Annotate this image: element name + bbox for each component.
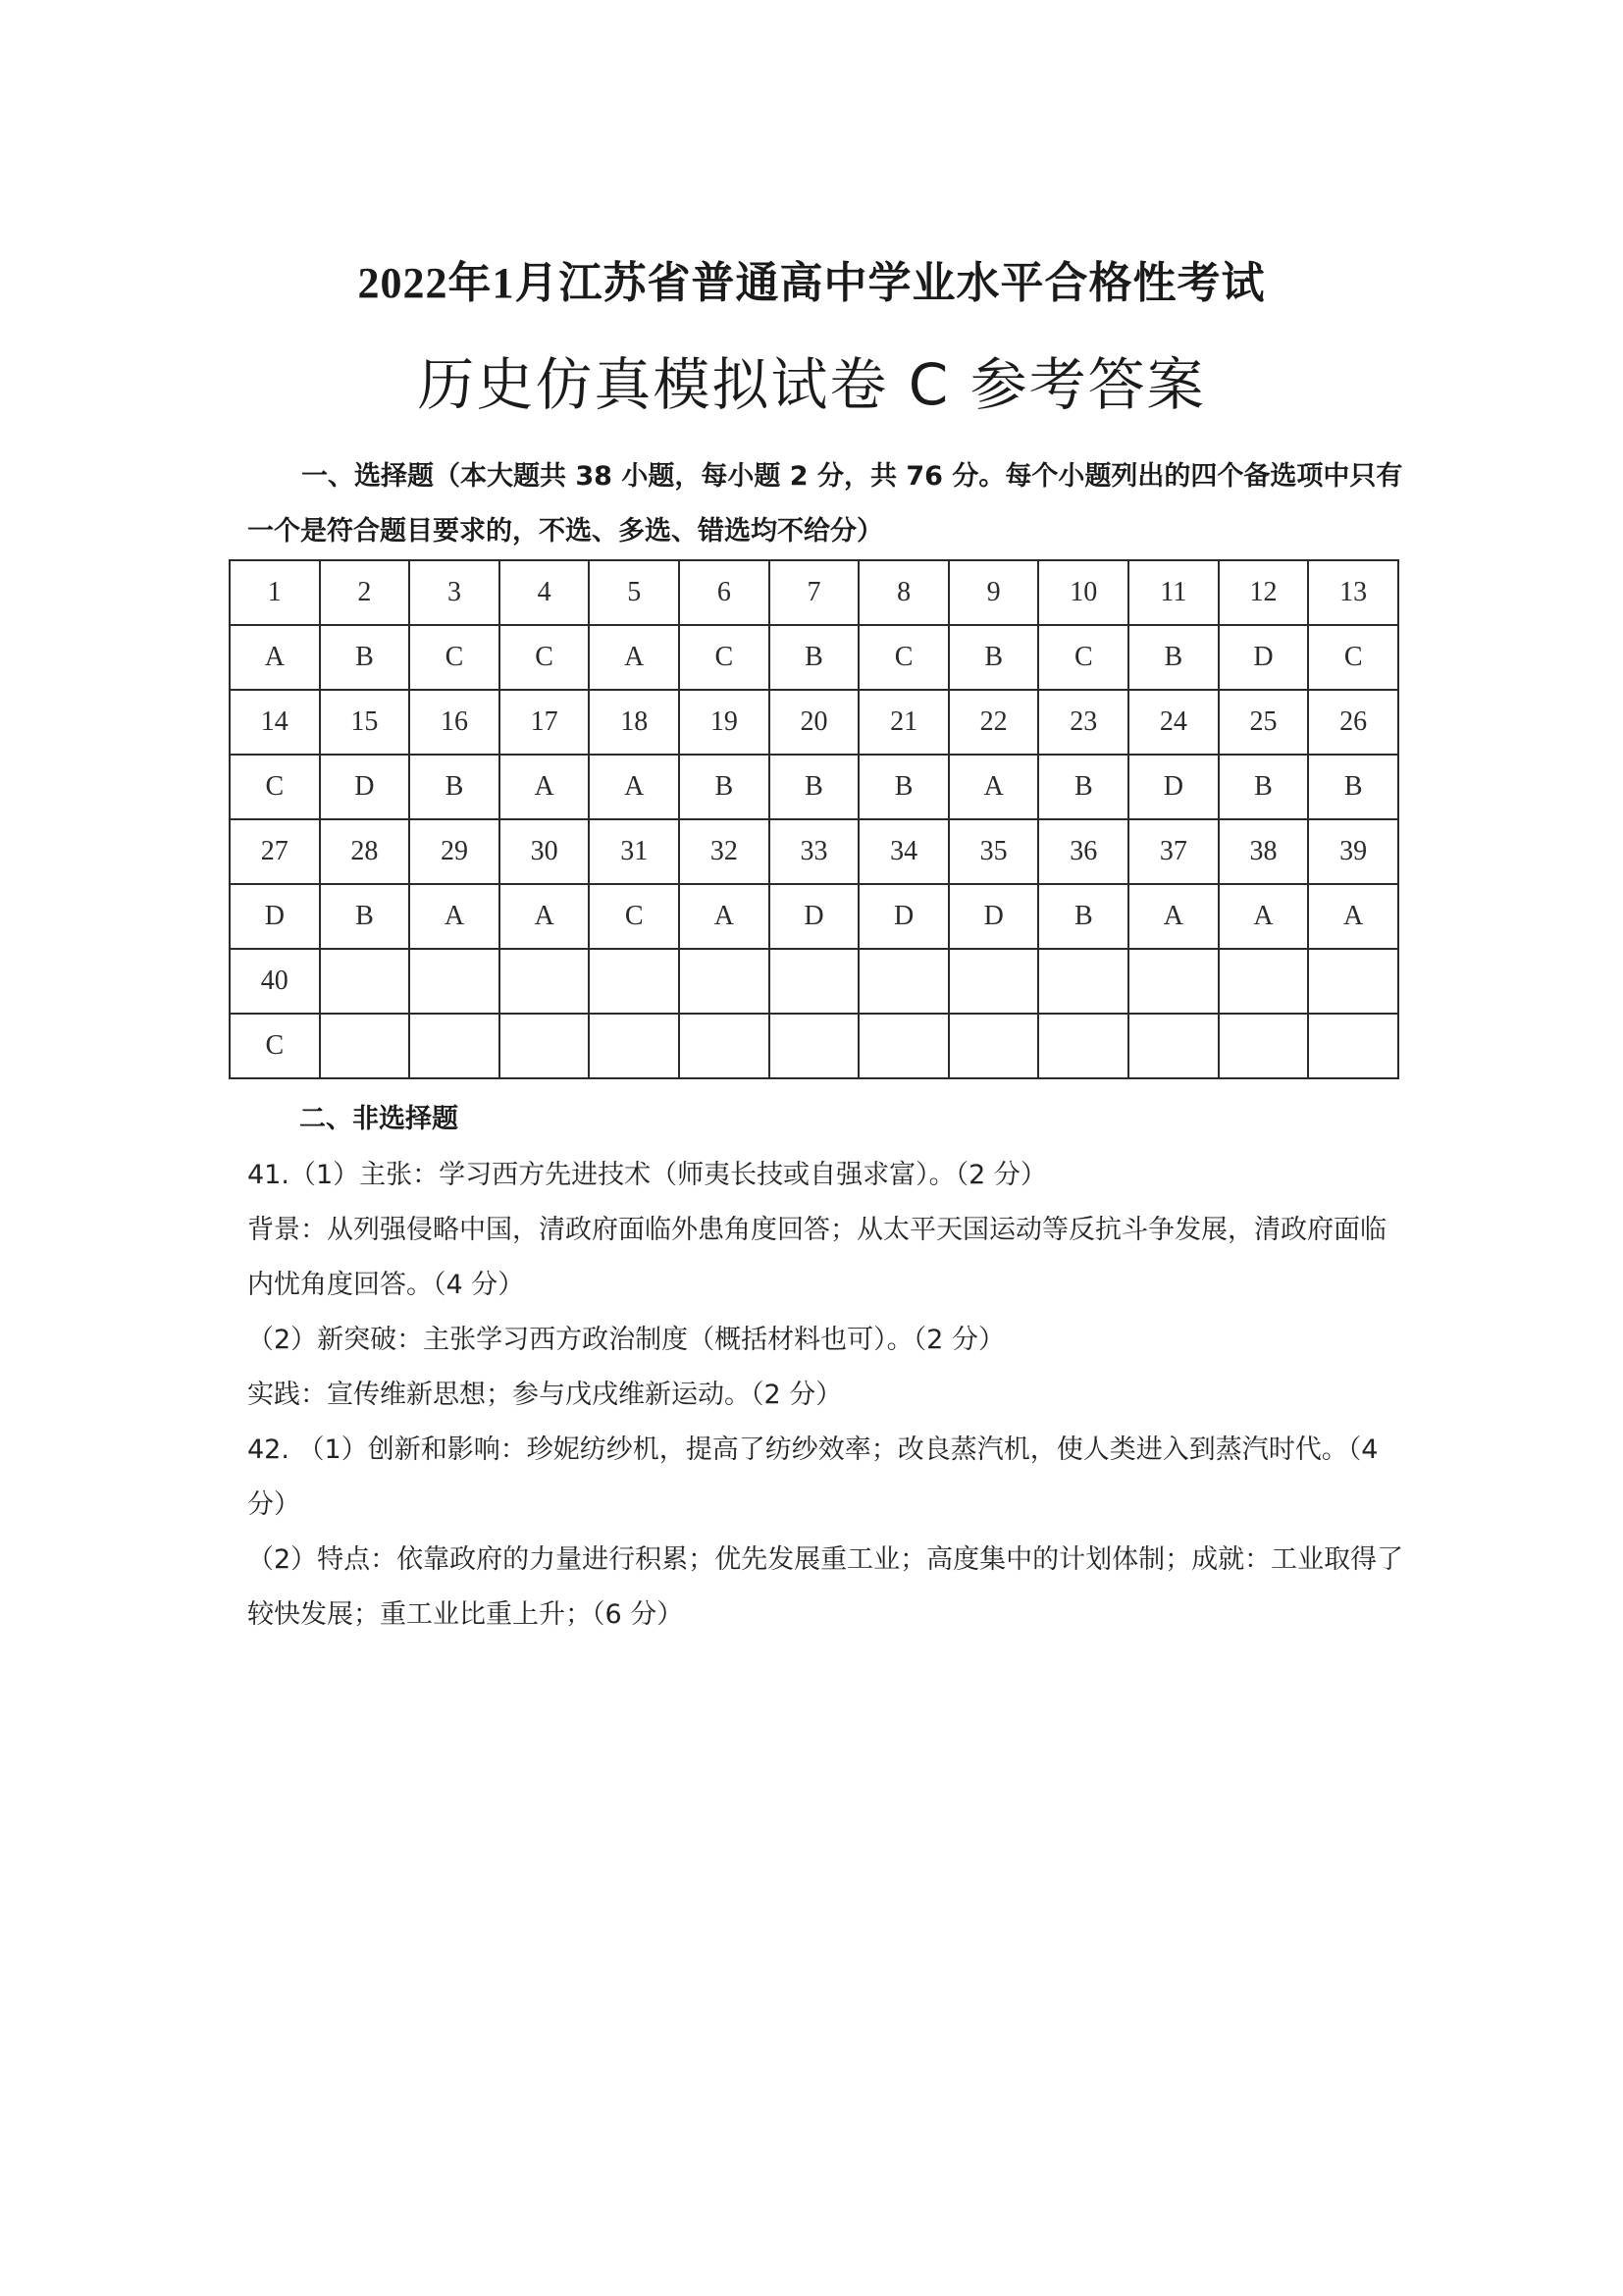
question-number-cell: 19 — [679, 690, 769, 755]
question-number-cell: 13 — [1308, 560, 1398, 625]
answer-cell — [679, 1014, 769, 1078]
answer-cell: A — [1219, 884, 1309, 949]
answer-cell: C — [409, 625, 499, 690]
answer-cell: B — [769, 625, 860, 690]
answer-42-1: 42. （1）创新和影响：珍妮纺纱机，提高了纺纱效率；改良蒸汽机，使人类进入到蒸汽时代。（4 分） — [247, 1435, 1379, 1520]
question-number-cell: 28 — [320, 819, 410, 884]
answer-cell: C — [1038, 625, 1128, 690]
question-number-cell — [499, 949, 590, 1014]
question-number-row — [230, 949, 1398, 1014]
question-number-cell: 11 — [1128, 560, 1219, 625]
question-number-cell: 23 — [1038, 690, 1128, 755]
question-number-cell: 37 — [1128, 819, 1219, 884]
question-number-cell: 2 — [320, 560, 410, 625]
answer-cell: C — [230, 755, 320, 819]
answer-row — [230, 625, 1398, 690]
answer-row — [230, 755, 1398, 819]
answer-cell: C — [679, 625, 769, 690]
answer-41-2-breakthrough: （2）新突破：主张学习西方政治制度（概括材料也可）。（2 分） — [247, 1325, 1005, 1355]
question-number-cell: 20 — [769, 690, 860, 755]
answer-cell: A — [679, 884, 769, 949]
answer-cell: B — [1219, 755, 1309, 819]
answer-cell: D — [769, 884, 860, 949]
question-number-cell: 32 — [679, 819, 769, 884]
answer-cell: B — [949, 625, 1039, 690]
answer-cell: A — [589, 755, 679, 819]
question-number-cell — [679, 949, 769, 1014]
section-multiple-choice-heading: 一、选择题（本大题共 38 小题，每小题 2 分，共 76 分。每个小题列出的四个备选项中只有一个是符合题目要求的，不选、多选、错选均不给分） — [247, 461, 1403, 547]
answer-cell — [589, 1014, 679, 1078]
answer-cell — [1219, 1014, 1309, 1078]
question-number-cell: 4 — [499, 560, 590, 625]
answer-cell — [1038, 1014, 1128, 1078]
section-non-choice-heading: 二、非选择题 — [299, 1104, 458, 1134]
question-number-cell — [409, 949, 499, 1014]
question-number-cell: 31 — [589, 819, 679, 884]
question-number-cell: 6 — [679, 560, 769, 625]
question-number-cell: 39 — [1308, 819, 1398, 884]
answer-cell: D — [1219, 625, 1309, 690]
question-number-cell: 35 — [949, 819, 1039, 884]
question-number-cell: 24 — [1128, 690, 1219, 755]
answer-cell: A — [1128, 884, 1219, 949]
question-number-cell: 9 — [949, 560, 1039, 625]
answer-cell: B — [1308, 755, 1398, 819]
question-number-cell: 17 — [499, 690, 590, 755]
question-number-row — [230, 819, 1398, 884]
answer-cell: B — [859, 755, 949, 819]
answer-cell: C — [1308, 625, 1398, 690]
answer-cell: A — [230, 625, 320, 690]
answer-cell: B — [679, 755, 769, 819]
question-number-cell: 3 — [409, 560, 499, 625]
question-number-cell: 8 — [859, 560, 949, 625]
document-subtitle: 历史仿真模拟试卷 C 参考答案 — [417, 351, 1206, 418]
answer-41-1-background: 背景：从列强侵略中国，清政府面临外患角度回答；从太平天国运动等反抗斗争发展，清政府面临内忧角度回答。（4 分） — [247, 1215, 1387, 1300]
document-title: 2022年1月江苏省普通高中学业水平合格性考试 — [357, 259, 1266, 307]
answer-cell — [769, 1014, 860, 1078]
answer-cell — [1308, 1014, 1398, 1078]
answer-cell: B — [1038, 755, 1128, 819]
answer-cell — [320, 1014, 410, 1078]
answer-cell: A — [409, 884, 499, 949]
question-number-cell — [1219, 949, 1309, 1014]
answer-cell: D — [949, 884, 1039, 949]
question-number-cell: 36 — [1038, 819, 1128, 884]
question-number-cell: 30 — [499, 819, 590, 884]
answer-body — [247, 1148, 1405, 1643]
question-number-cell — [1308, 949, 1398, 1014]
answer-cell: B — [320, 884, 410, 949]
answer-table — [229, 559, 1399, 1079]
question-number-cell: 33 — [769, 819, 860, 884]
question-number-cell: 10 — [1038, 560, 1128, 625]
question-number-cell: 29 — [409, 819, 499, 884]
answer-cell — [499, 1014, 590, 1078]
answer-cell — [1128, 1014, 1219, 1078]
answer-cell: C — [859, 625, 949, 690]
answer-cell: B — [1038, 884, 1128, 949]
question-number-cell — [1038, 949, 1128, 1014]
answer-cell: B — [320, 625, 410, 690]
question-number-cell — [859, 949, 949, 1014]
answer-cell: B — [409, 755, 499, 819]
question-number-cell: 14 — [230, 690, 320, 755]
answer-cell: D — [1128, 755, 1219, 819]
answer-cell: C — [499, 625, 590, 690]
question-number-cell: 1 — [230, 560, 320, 625]
question-number-cell — [769, 949, 860, 1014]
question-number-cell: 26 — [1308, 690, 1398, 755]
answer-cell — [859, 1014, 949, 1078]
question-number-cell: 16 — [409, 690, 499, 755]
answer-41-2-practice: 实践：宣传维新思想；参与戊戌维新运动。（2 分） — [247, 1380, 843, 1410]
question-number-cell — [320, 949, 410, 1014]
question-number-row — [230, 560, 1398, 625]
question-number-cell: 5 — [589, 560, 679, 625]
answer-cell: D — [230, 884, 320, 949]
answer-cell: A — [949, 755, 1039, 819]
question-number-cell — [949, 949, 1039, 1014]
answer-row — [230, 1014, 1398, 1078]
question-number-cell: 25 — [1219, 690, 1309, 755]
question-number-row — [230, 690, 1398, 755]
answer-cell: A — [589, 625, 679, 690]
answer-42-2: （2）特点：依靠政府的力量进行积累；优先发展重工业；高度集中的计划体制；成就：工业取得了较快发展；重工业比重上升；（6 分） — [247, 1544, 1404, 1630]
answer-cell: B — [769, 755, 860, 819]
answer-cell — [949, 1014, 1039, 1078]
question-number-cell: 40 — [230, 949, 320, 1014]
answer-41-1-claim: 41.（1）主张：学习西方先进技术（师夷长技或自强求富）。（2 分） — [247, 1160, 1047, 1190]
question-number-cell — [589, 949, 679, 1014]
question-number-cell: 27 — [230, 819, 320, 884]
answer-cell: A — [1308, 884, 1398, 949]
question-number-cell: 15 — [320, 690, 410, 755]
question-number-cell: 21 — [859, 690, 949, 755]
answer-cell: A — [499, 755, 590, 819]
question-number-cell: 12 — [1219, 560, 1309, 625]
question-number-cell: 38 — [1219, 819, 1309, 884]
question-number-cell — [1128, 949, 1219, 1014]
answer-cell: C — [230, 1014, 320, 1078]
answer-cell: B — [1128, 625, 1219, 690]
question-number-cell: 34 — [859, 819, 949, 884]
question-number-cell: 7 — [769, 560, 860, 625]
answer-cell: A — [499, 884, 590, 949]
answer-cell: C — [589, 884, 679, 949]
answer-cell: D — [320, 755, 410, 819]
question-number-cell: 18 — [589, 690, 679, 755]
answer-row — [230, 884, 1398, 949]
question-number-cell: 22 — [949, 690, 1039, 755]
answer-cell: D — [859, 884, 949, 949]
answer-cell — [409, 1014, 499, 1078]
